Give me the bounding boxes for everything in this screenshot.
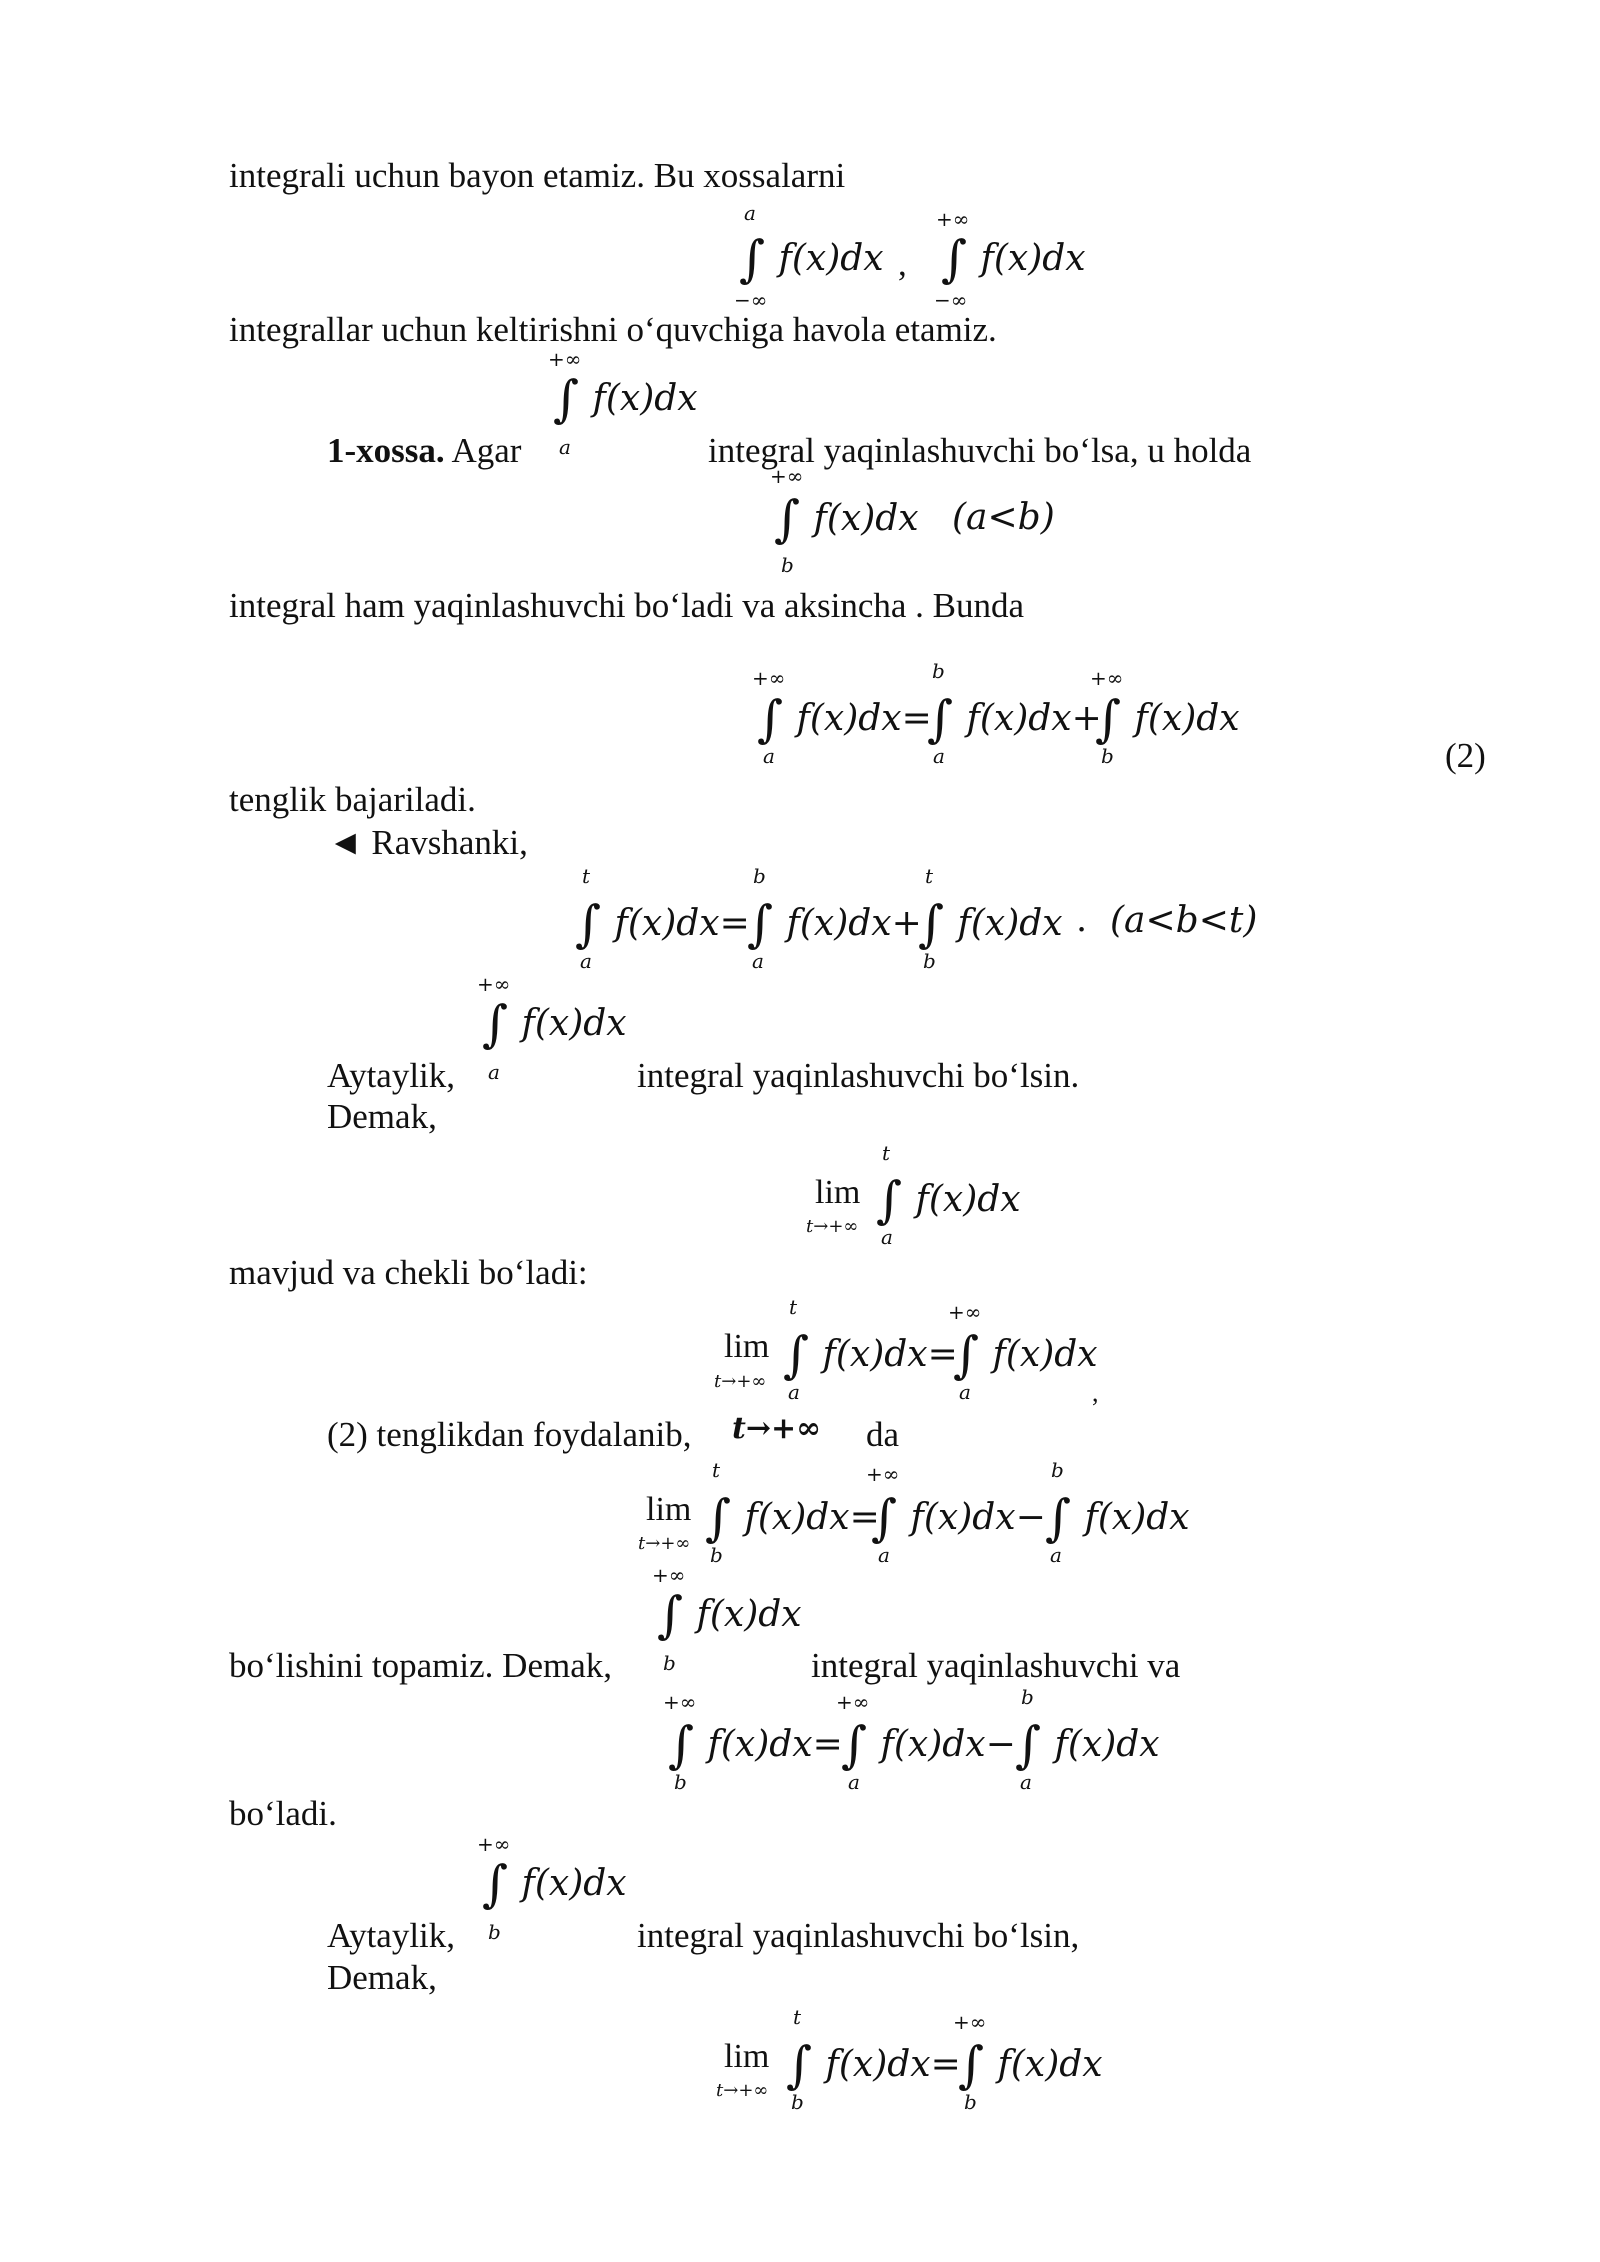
lower-limit: a	[788, 1380, 800, 1404]
text-line: tenglik bajariladi.	[229, 780, 476, 819]
integral-expression: ∫ f(x)dx	[918, 895, 1063, 953]
lim-subscript: t→+∞	[714, 1371, 767, 1392]
upper-limit: +∞	[953, 2010, 987, 2034]
text-line: Aytaylik,	[327, 1056, 456, 1095]
integral-expression: ∫ f(x)dx	[739, 230, 884, 288]
lower-limit: b	[710, 1543, 723, 1567]
upper-limit: +∞	[948, 1300, 982, 1324]
lim-subscript: t→+∞	[638, 1533, 691, 1554]
upper-limit: b	[932, 659, 945, 683]
integral-expression: ∫ f(x)dx	[553, 370, 698, 428]
lower-limit: a	[933, 744, 945, 768]
text-line: integral yaqinlashuvchi va	[811, 1646, 1181, 1685]
lower-limit: a	[559, 435, 571, 459]
lim-label: lim	[724, 2038, 770, 2075]
text-line: ◄ Ravshanki,	[328, 823, 528, 862]
text-line: integral yaqinlashuvchi bo‘lsin.	[637, 1056, 1080, 1095]
integral-expression: ∫ f(x)dx	[1015, 1716, 1160, 1774]
integral-expression: ∫ f(x)dx	[1045, 1489, 1190, 1547]
text-line: integral yaqinlashuvchi bo‘lsa, u holda	[708, 431, 1252, 470]
equation-number: (2)	[1445, 736, 1486, 775]
upper-limit: +∞	[936, 207, 970, 231]
integral-expression: ∫ f(x)dx−	[871, 1489, 1046, 1547]
integral-expression: ∫ f(x)dx	[774, 490, 919, 548]
condition: (a<b<t)	[1110, 900, 1258, 941]
lim-subscript: t→+∞	[806, 1216, 859, 1237]
text-line: (2) tenglikdan foydalanib,	[327, 1415, 692, 1454]
upper-limit: +∞	[866, 1462, 900, 1486]
lower-limit: b	[674, 1770, 687, 1794]
integral-expression: ∫ f(x)dx	[876, 1171, 1021, 1229]
lower-limit: a	[959, 1380, 971, 1404]
text-line: bo‘lishini topamiz. Demak,	[229, 1646, 612, 1685]
text-line: integral yaqinlashuvchi bo‘lsin,	[637, 1916, 1080, 1955]
dot: .	[1076, 900, 1088, 940]
text-line: da	[866, 1415, 900, 1454]
upper-limit: t	[925, 864, 934, 888]
text-line: integrali uchun bayon etamiz. Bu xossalarni	[229, 156, 846, 195]
upper-limit: a	[744, 201, 756, 225]
upper-limit: t	[789, 1295, 798, 1319]
arrow-expression: t→+∞	[732, 1411, 822, 1446]
text-line: bo‘ladi.	[229, 1794, 337, 1833]
upper-limit: +∞	[548, 347, 582, 371]
lower-limit: b	[1101, 744, 1114, 768]
integral-expression: ∫ f(x)dx	[1095, 690, 1240, 748]
upper-limit: +∞	[652, 1563, 686, 1587]
upper-limit: t	[793, 2005, 802, 2029]
integral-expression: ∫ f(x)dx	[657, 1586, 802, 1644]
lower-limit: a	[848, 1770, 860, 1794]
lim-label: lim	[646, 1491, 692, 1528]
lower-limit: b	[781, 553, 794, 577]
integral-expression: ∫ f(x)dx+	[927, 690, 1102, 748]
text-line: mavjud va chekli bo‘ladi:	[229, 1253, 588, 1292]
comma: ,	[898, 244, 907, 283]
upper-limit: +∞	[477, 972, 511, 996]
integral-expression: ∫ f(x)dx=	[668, 1716, 843, 1774]
integral-expression: ∫ f(x)dx=	[575, 895, 750, 953]
integral-expression: ∫ f(x)dx	[482, 995, 627, 1053]
lim-label: lim	[724, 1328, 770, 1365]
lim-label: lim	[815, 1174, 861, 1211]
integral-expression: ∫ f(x)dx	[941, 230, 1086, 288]
condition: (a<b)	[952, 497, 1055, 538]
upper-limit: +∞	[477, 1832, 511, 1856]
text-line: Demak,	[327, 1958, 437, 1997]
property-label: 1-xossa.	[327, 431, 445, 470]
integral-expression: ∫ f(x)dx=	[786, 2036, 961, 2094]
comma: ,	[1092, 1378, 1099, 1407]
upper-limit: +∞	[663, 1690, 697, 1714]
text-line: Demak,	[327, 1097, 437, 1136]
lower-limit: b	[663, 1651, 676, 1675]
upper-limit: +∞	[836, 1690, 870, 1714]
lower-limit: b	[488, 1920, 501, 1944]
lower-limit: a	[1050, 1543, 1062, 1567]
upper-limit: b	[753, 864, 766, 888]
lower-limit: b	[791, 2090, 804, 2114]
upper-limit: t	[582, 864, 591, 888]
integral-expression: ∫ f(x)dx+	[747, 895, 922, 953]
integral-expression: ∫ f(x)dx	[953, 1326, 1098, 1384]
text-line: 1-xossa. Agar	[327, 431, 522, 470]
lower-limit: −∞	[934, 288, 968, 312]
lower-limit: a	[752, 949, 764, 973]
lower-limit: a	[580, 949, 592, 973]
integral-expression: ∫ f(x)dx=	[783, 1326, 958, 1384]
integral-expression: ∫ f(x)dx	[958, 2036, 1103, 2094]
text-line: integrallar uchun keltirishni o‘quvchiga havola etamiz.	[229, 310, 997, 349]
integral-expression: ∫ f(x)dx=	[757, 690, 932, 748]
integral-expression: ∫ f(x)dx−	[841, 1716, 1016, 1774]
upper-limit: b	[1051, 1458, 1064, 1482]
lower-limit: b	[964, 2090, 977, 2114]
upper-limit: t	[712, 1458, 721, 1482]
lower-limit: a	[1020, 1770, 1032, 1794]
lower-limit: b	[923, 949, 936, 973]
integral-expression: ∫ f(x)dx	[482, 1855, 627, 1913]
lim-subscript: t→+∞	[716, 2080, 769, 2101]
text-line: Aytaylik,	[327, 1916, 456, 1955]
upper-limit: t	[882, 1141, 891, 1165]
lower-limit: a	[763, 744, 775, 768]
lower-limit: a	[488, 1060, 500, 1084]
text-line: integral ham yaqinlashuvchi bo‘ladi va aksincha . Bunda	[229, 586, 1025, 625]
lower-limit: −∞	[734, 288, 768, 312]
upper-limit: +∞	[1090, 666, 1124, 690]
upper-limit: +∞	[770, 464, 804, 488]
upper-limit: b	[1021, 1685, 1034, 1709]
upper-limit: +∞	[752, 666, 786, 690]
lower-limit: a	[878, 1543, 890, 1567]
lower-limit: a	[881, 1225, 893, 1249]
integral-expression: ∫ f(x)dx=	[705, 1489, 880, 1547]
